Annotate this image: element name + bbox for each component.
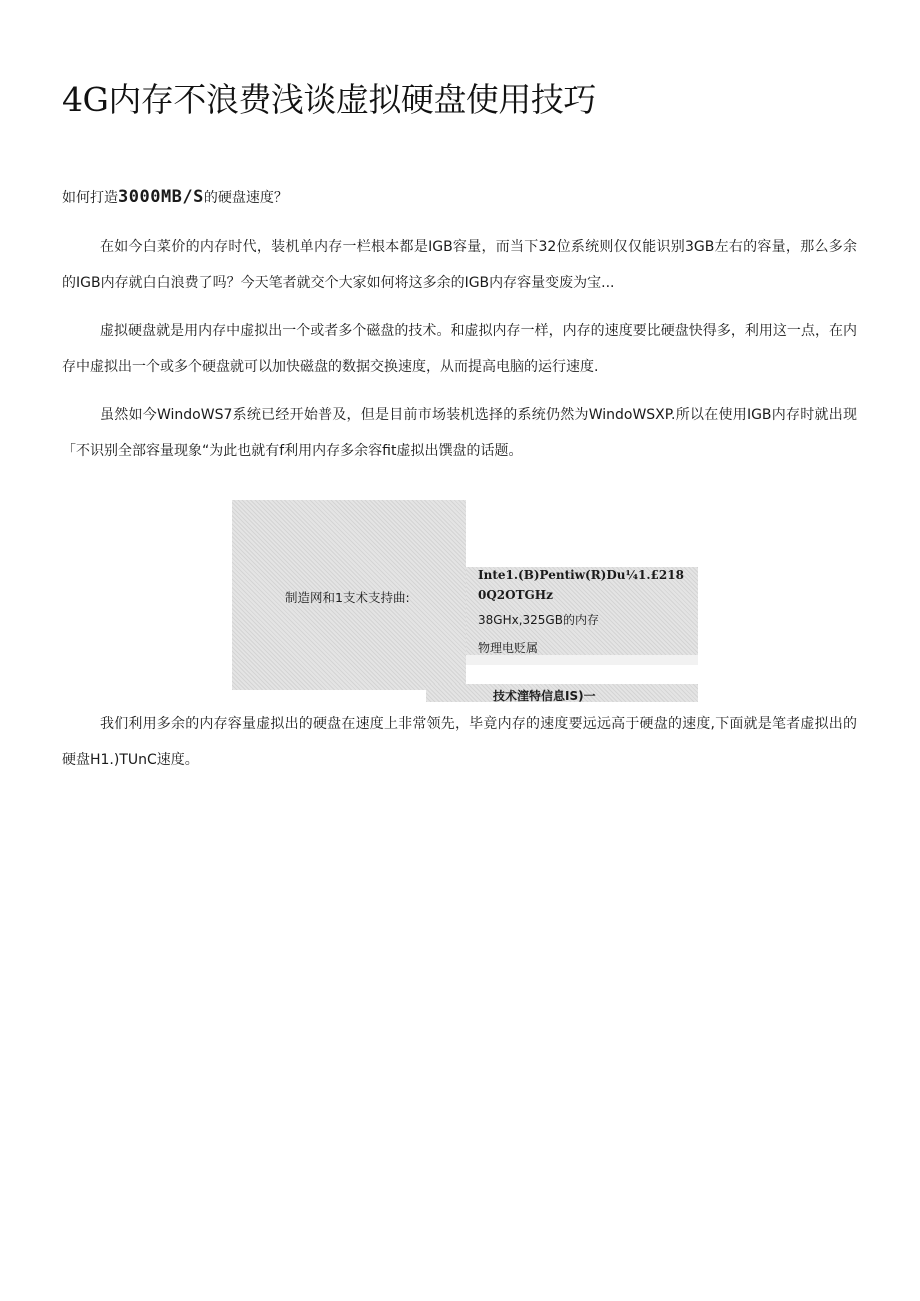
paragraph-2: 虚拟硬盘就是用内存中虚拟出一个或者多个磁盘的技术。和虚拟内存一样，内存的速度要比硬盘快得多，利用这一点，在内存中虚拟出一个或多个硬盘就可以加快磁盘的数据交换速度，从而提高电脑的运行速度. [62,323,857,375]
subtitle-prefix: 如何打造 [62,190,118,206]
paragraph-4: 我们利用多余的内存容量虚拟出的硬盘在速度上非常领先，毕竟内存的速度要远远高于硬盘的速度,下面就是笔者虚拟出的硬盘H1.)TUnC速度。 [62,716,857,768]
figure-divider [466,655,698,665]
figure-bottom-text: 技术漥特信息IS)一 [493,689,596,703]
figure-label: 制造网和1支术支持曲: [285,590,410,605]
subtitle-highlight: 3000MB/S [118,187,204,207]
figure-extra-line: 物理电贬属 [478,641,539,655]
subtitle-suffix: 的硬盘速度？ [203,190,288,206]
figure-memory-line: 38GHx,325GB的内存 [478,613,599,627]
paragraph-1: 在如今白菜价的内存时代，装机单内存一栏根本都是IGB容量，而当下32位系统则仅仅能识别3GB左右的容量，那么多余的IGB内存就白白浪费了吗？今天笔者就交个大家如何将这多余的IGB内存容量变废为宝... [62,239,857,291]
page-title: 4G内存不浪费浅谈虚拟硬盘使用技巧 [62,80,596,119]
figure-freq-line: 0Q2OTGHz [478,588,553,602]
subtitle [62,187,288,207]
paragraph-3: 虽然如今WindoWS7系统已经开始普及，但是目前市场装机选择的系统仍然为WindoWSXP.所以在使用IGB内存时就出现「不识别全部容量现象“为此也就有f利用内存多余容fit虚拟出馔盘的话题。 [62,407,857,459]
figure-cpu-line: Inte1.(B)Pentiw(R)Du¼1.£218 [478,568,684,582]
